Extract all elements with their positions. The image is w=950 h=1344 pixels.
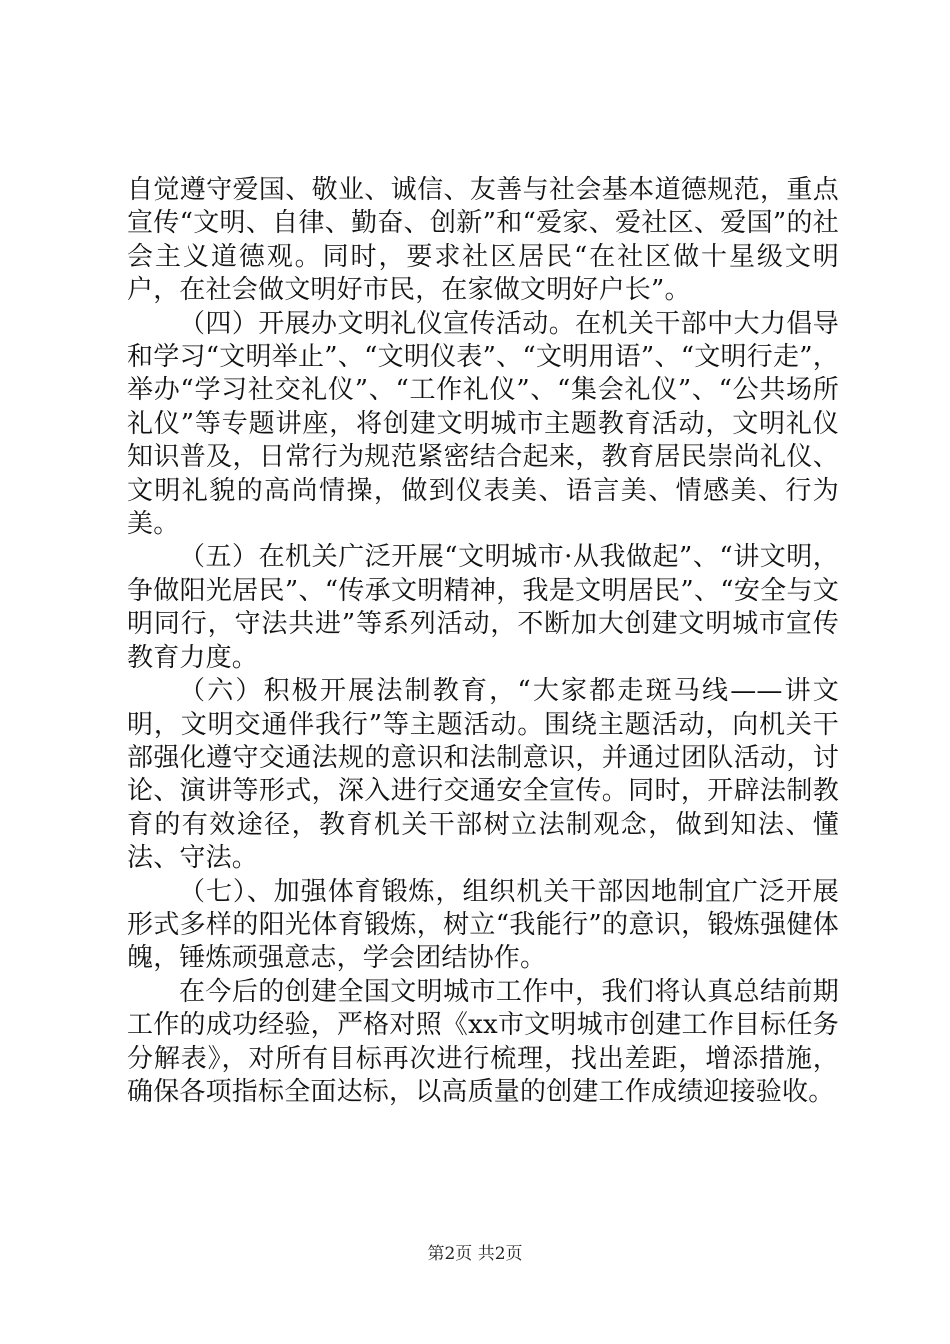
paragraph-section-7: （七）、加强体育锻炼，组织机关干部因地制宜广泛开展形式多样的阳光体育锻炼，树立“我能行”的意识，锻炼强健体魄，锤炼顽强意志，学会团结协作。	[127, 876, 839, 974]
page-footer	[0, 1243, 950, 1265]
paragraph-section-5: （五）在机关广泛开展“文明城市·从我做起”、“讲文明，争做阳光居民”、“传承文明精神，我是文明居民”、“安全与文明同行，守法共进”等系列活动，不断加大创建文明城市宣传教育力度。	[127, 542, 839, 673]
paragraph-section-6: （六）积极开展法制教育，“大家都走斑马线——讲文明，文明交通伴我行”等主题活动。围绕主题活动，向机关干部强化遵守交通法规的意识和法制意识，并通过团队活动，讨论、演讲等形式，深入进行交通安全宣传。同时，开辟法制教育的有效途径，教育机关干部树立法制观念，做到知法、懂法、守法。	[127, 676, 839, 874]
paragraph-section-4: （四）开展办文明礼仪宣传活动。在机关干部中大力倡导和学习“文明举止”、“文明仪表”、“文明用语”、“文明行走”，举办“学习社交礼仪”、“工作礼仪”、“集会礼仪”、“公共场所礼仪”等专题讲座，将创建文明城市主题教育活动，文明礼仪知识普及，日常行为规范紧密结合起来，教育居民崇尚礼仪、文明礼貌的高尚情操，做到仪表美、语言美、情感美、行为美。	[127, 308, 839, 540]
paragraph-conclusion: 在今后的创建全国文明城市工作中，我们将认真总结前期工作的成功经验，严格对照《xx市文明城市创建工作目标任务分解表》，对所有目标再次进行梳理，找出差距，增添措施，确保各项指标全面达标，以高质量的创建工作成绩迎接验收。	[127, 976, 839, 1107]
document-body	[127, 174, 839, 1109]
page-number-label: 第2页 共2页	[427, 1244, 523, 1264]
paragraph-continuation: 自觉遵守爱国、敬业、诚信、友善与社会基本道德规范，重点宣传“文明、自律、勤奋、创新”和“爱家、爱社区、爱国”的社会主义道德观。同时，要求社区居民“在社区做十星级文明户，在社会做文明好市民，在家做文明好户长”。	[127, 175, 839, 306]
